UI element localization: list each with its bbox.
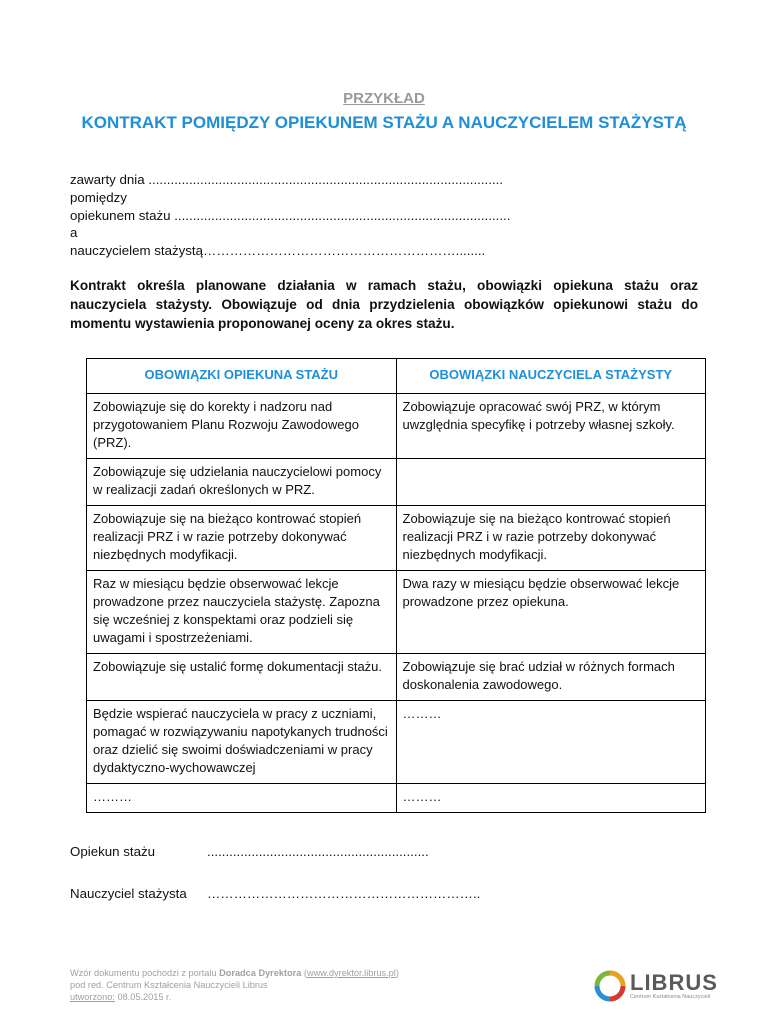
trainee-duty-cell: Zobowiązuje się na bieżąco kontrować stopień realizacji PRZ i w razie potrzeby dokonywać niezbędnych modyfikacji.: [396, 506, 706, 571]
footer-portal-name: Doradca Dyrektora: [219, 968, 302, 978]
mentor-duty-cell: Zobowiązuje się do korekty i nadzoru nad przygotowaniem Planu Rozwoju Zawodowego (PRZ).: [87, 394, 397, 459]
table-row: [87, 654, 706, 701]
document-footer: [70, 967, 399, 1003]
mentor-signature-line: ............................................................: [207, 844, 429, 859]
and-text: a: [70, 225, 78, 241]
duties-table: [86, 358, 706, 813]
footer-source-line: [70, 967, 399, 979]
contract-parties: [70, 171, 510, 260]
signatures: [70, 843, 480, 927]
trainee-duty-cell: Dwa razy w miesiącu będzie obserwować lekcje prowadzone przez opiekuna.: [396, 571, 706, 654]
document-title: KONTRAKT POMIĘDZY OPIEKUNEM STAŻU A NAUCZYCIELEM STAŻYSTĄ: [81, 113, 687, 132]
mentor-line: opiekunem stażu ...........................................................................................: [70, 207, 511, 223]
document-header: [0, 88, 768, 135]
footer-created-line: [70, 991, 399, 1003]
trainee-duty-cell: [396, 459, 706, 506]
ring-segment-icon: [610, 973, 623, 986]
trainee-line: nauczycielem stażystą…………………………………………………........: [70, 243, 486, 259]
footer-portal-link[interactable]: www.dyrektor.librus.pl: [306, 968, 396, 978]
librus-logo-text: [630, 969, 718, 1001]
librus-logo: [594, 970, 718, 1002]
ring-segment-icon: [597, 973, 610, 986]
table-row: [87, 459, 706, 506]
mentor-duty-cell: Raz w miesiącu będzie obserwować lekcje prowadzone przez nauczyciela stażystę. Zapozna się wcześniej z konspektami oraz podzieli się uwagami i spostrzeżeniami.: [87, 571, 397, 654]
mentor-duty-cell: ………: [87, 784, 397, 813]
mentor-duty-cell: Będzie wspierać nauczyciela w pracy z uczniami, pomagać w rozwiązywaniu napotykanych trudności oraz dzielić się swoimi doświadczeniami w pracy dydaktyczno-wychowawczej: [87, 701, 397, 784]
footer-link-open: (: [301, 968, 307, 978]
footer-source-prefix: Wzór dokumentu pochodzi z portalu: [70, 968, 220, 978]
trainee-signature-line: ……………………………………………………..: [207, 886, 481, 901]
example-label: PRZYKŁAD: [343, 90, 425, 107]
mentor-duties-header: OBOWIĄZKI OPIEKUNA STAŻU: [87, 359, 397, 394]
librus-logo-subtitle: Centrum Kształcenia Nauczycieli: [630, 993, 711, 1000]
intro-paragraph: Kontrakt określa planowane działania w ramach stażu, obowiązki opiekuna stażu oraz nauczyciela stażysty. Obowiązuje od dnia przydzielenia obowiązków opiekunowi stażu do momentu wystawienia proponowanej oceny za okres stażu.: [70, 278, 698, 331]
mentor-duty-cell: Zobowiązuje się na bieżąco kontrować stopień realizacji PRZ i w razie potrzeby dokonywać niezbędnych modyfikacji.: [87, 506, 397, 571]
table-row: [87, 784, 706, 813]
mentor-duty-cell: Zobowiązuje się udzielania nauczycielowi pomocy w realizacji zadań określonych w PRZ.: [87, 459, 397, 506]
trainee-signature-label: Nauczyciel stażysta: [70, 886, 187, 901]
mentor-signature-row: [70, 843, 480, 861]
trainee-duty-cell: ………: [396, 701, 706, 784]
librus-logo-word: LIBRUS: [630, 969, 718, 995]
table-row: [87, 394, 706, 459]
footer-link-close: ): [395, 968, 399, 978]
trainee-duty-cell: ………: [396, 784, 706, 813]
footer-created-label: utworzono:: [70, 992, 115, 1002]
ring-segment-icon: [597, 986, 610, 999]
contract-date-line: zawarty dnia ................................................................................................: [70, 172, 503, 187]
footer-editor: pod red. Centrum Kształcenia Nauczycieli Librus: [70, 980, 268, 990]
footer-created-date: 08.05.2015 r.: [114, 992, 172, 1002]
trainee-duty-cell: Zobowiązuje opracować swój PRZ, w którym uwzględnia specyfikę i potrzeby własnej szkoły.: [396, 394, 706, 459]
mentor-signature-label: Opiekun stażu: [70, 844, 156, 859]
ring-segment-icon: [610, 986, 623, 999]
trainee-signature-row: [70, 885, 480, 903]
librus-ring-icon: [594, 970, 626, 1002]
mentor-duty-cell: Zobowiązuje się ustalić formę dokumentacji stażu.: [87, 654, 397, 701]
table-header-row: [87, 359, 706, 394]
trainee-duties-header: OBOWIĄZKI NAUCZYCIELA STAŻYSTY: [396, 359, 706, 394]
trainee-duty-cell: Zobowiązuje się brać udział w różnych formach doskonalenia zawodowego.: [396, 654, 706, 701]
between-text: pomiędzy: [70, 189, 127, 205]
table-row: [87, 701, 706, 784]
table-row: [87, 506, 706, 571]
table-row: [87, 571, 706, 654]
